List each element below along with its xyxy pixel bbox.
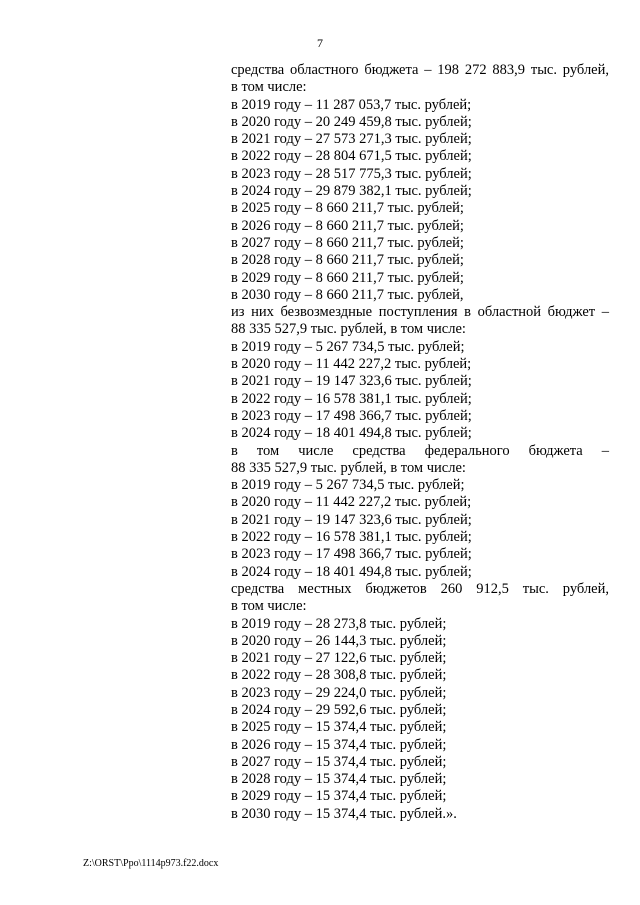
body-line: в 2019 году – 11 287 053,7 тыс. рублей;: [231, 96, 472, 113]
body-line: в 2020 году – 26 144,3 тыс. рублей;: [231, 632, 447, 649]
body-line: средства областного бюджета – 198 272 883,9 тыс. рублей,: [231, 62, 609, 78]
body-line: в 2023 году – 29 224,0 тыс. рублей;: [231, 684, 447, 701]
body-line: из них безвозмездные поступления в областной бюджет –: [231, 304, 609, 321]
body-line: в 2024 году – 29 879 382,1 тыс. рублей;: [231, 183, 472, 200]
body-line: в 2023 году – 28 517 775,3 тыс. рублей;: [231, 165, 472, 182]
body-line: в 2023 году – 17 498 366,7 тыс. рублей;: [231, 546, 472, 563]
body-line: в 2030 году – 15 374,4 тыс. рублей.».: [231, 805, 457, 822]
footer-file-path: Z:\ORST\Ppo\1114p973.f22.docx: [83, 858, 219, 869]
body-line: в 2028 году – 15 374,4 тыс. рублей;: [231, 771, 447, 788]
document-body: [231, 62, 609, 823]
body-line: в 2022 году – 28 308,8 тыс. рублей;: [231, 667, 447, 684]
body-line: в 2022 году – 16 578 381,1 тыс. рублей;: [231, 529, 472, 546]
body-line: в 2029 году – 15 374,4 тыс. рублей;: [231, 788, 447, 805]
body-line: в 2020 году – 11 442 227,2 тыс. рублей;: [231, 494, 472, 511]
body-line: в 2019 году – 5 267 734,5 тыс. рублей;: [231, 477, 465, 494]
body-line: 88 335 527,9 тыс. рублей, в том числе:: [231, 321, 466, 338]
body-line: в 2029 году – 8 660 211,7 тыс. рублей;: [231, 269, 464, 286]
body-line: 88 335 527,9 тыс. рублей, в том числе:: [231, 459, 466, 476]
body-line: в 2020 году – 20 249 459,8 тыс. рублей;: [231, 113, 472, 130]
body-line: в том числе:: [231, 79, 307, 96]
body-line: в 2019 году – 5 267 734,5 тыс. рублей;: [231, 338, 465, 355]
body-line: средства местных бюджетов 260 912,5 тыс. рублей,: [231, 580, 609, 597]
body-line: в 2028 году – 8 660 211,7 тыс. рублей;: [231, 252, 464, 269]
body-line: в 2021 году – 19 147 323,6 тыс. рублей;: [231, 511, 472, 528]
body-line: в 2022 году – 16 578 381,1 тыс. рублей;: [231, 390, 472, 407]
body-line: в том числе:: [231, 598, 307, 615]
body-line: в 2024 году – 18 401 494,8 тыс. рублей;: [231, 425, 472, 442]
body-line: в 2026 году – 8 660 211,7 тыс. рублей;: [231, 217, 464, 234]
body-line: в 2027 году – 15 374,4 тыс. рублей;: [231, 753, 447, 770]
page-number: 7: [317, 36, 323, 50]
body-line: в 2021 году – 27 122,6 тыс. рублей;: [231, 650, 447, 667]
body-line: в 2024 году – 29 592,6 тыс. рублей;: [231, 701, 447, 718]
body-line: в 2019 году – 28 273,8 тыс. рублей;: [231, 615, 447, 632]
body-line: в 2030 году – 8 660 211,7 тыс. рублей,: [231, 286, 464, 303]
body-line: в 2026 году – 15 374,4 тыс. рублей;: [231, 736, 447, 753]
body-line: в 2020 году – 11 442 227,2 тыс. рублей;: [231, 356, 472, 373]
body-line: в 2022 году – 28 804 671,5 тыс. рублей;: [231, 148, 472, 165]
body-line: в 2021 году – 19 147 323,6 тыс. рублей;: [231, 373, 472, 390]
body-line: в 2025 году – 8 660 211,7 тыс. рублей;: [231, 200, 464, 217]
body-line: в 2027 году – 8 660 211,7 тыс. рублей;: [231, 234, 464, 251]
body-line: в 2021 году – 27 573 271,3 тыс. рублей;: [231, 131, 472, 148]
body-line: в 2025 году – 15 374,4 тыс. рублей;: [231, 719, 447, 736]
body-line: в 2024 году – 18 401 494,8 тыс. рублей;: [231, 563, 472, 580]
body-line: в 2023 году – 17 498 366,7 тыс. рублей;: [231, 407, 472, 424]
body-line: в том числе средства федерального бюджета –: [231, 442, 609, 459]
